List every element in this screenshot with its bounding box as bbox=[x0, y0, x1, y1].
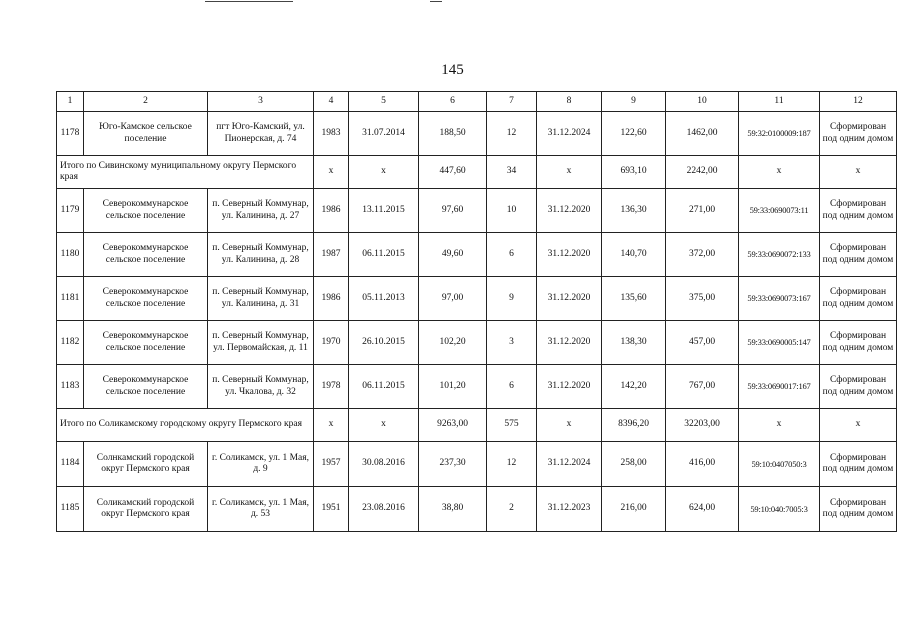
resident-count: 3 bbox=[487, 321, 537, 365]
column-header: 2 bbox=[84, 92, 208, 112]
row-number: 1180 bbox=[57, 233, 84, 277]
build-year: 1983 bbox=[314, 112, 349, 156]
housing-registry-table bbox=[56, 91, 897, 532]
row-number: 1178 bbox=[57, 112, 84, 156]
municipality-name: Северокоммунарское сельское поселение bbox=[84, 321, 208, 365]
column-header: 8 bbox=[537, 92, 602, 112]
total-date: х bbox=[349, 156, 419, 189]
land-area: 271,00 bbox=[666, 189, 739, 233]
column-header: 4 bbox=[314, 92, 349, 112]
land-area: 1462,00 bbox=[666, 112, 739, 156]
row-number: 1182 bbox=[57, 321, 84, 365]
municipality-name: Соликамский городской округ Пермского края bbox=[84, 487, 208, 532]
total-resettlement-date: х bbox=[537, 156, 602, 189]
column-header: 3 bbox=[208, 92, 314, 112]
column-header: 1 bbox=[57, 92, 84, 112]
address: г. Соликамск, ул. 1 Мая, д. 53 bbox=[208, 487, 314, 532]
resettlement-date: 31.12.2020 bbox=[537, 277, 602, 321]
table-row bbox=[57, 487, 897, 532]
recognition-date: 23.08.2016 bbox=[349, 487, 419, 532]
table-row bbox=[57, 321, 897, 365]
address: п. Северный Коммунар, ул. Чкалова, д. 32 bbox=[208, 365, 314, 409]
resident-count: 9 bbox=[487, 277, 537, 321]
recognition-date: 06.11.2015 bbox=[349, 365, 419, 409]
table-row bbox=[57, 442, 897, 487]
total-area: 138,30 bbox=[602, 321, 666, 365]
cadastral-number: 59:33:0690073:11 bbox=[739, 189, 820, 233]
address: пгт Юго-Камский, ул. Пионерская, д. 74 bbox=[208, 112, 314, 156]
emergency-area: 188,50 bbox=[419, 112, 487, 156]
recognition-date: 26.10.2015 bbox=[349, 321, 419, 365]
address: п. Северный Коммунар, ул. Калинина, д. 31 bbox=[208, 277, 314, 321]
table-row bbox=[57, 365, 897, 409]
total-area: 140,70 bbox=[602, 233, 666, 277]
total-cadastral: х bbox=[739, 156, 820, 189]
municipality-name: Северокоммунарское сельское поселение bbox=[84, 189, 208, 233]
build-year: 1957 bbox=[314, 442, 349, 487]
column-header: 10 bbox=[666, 92, 739, 112]
table-row bbox=[57, 277, 897, 321]
resettlement-date: 31.12.2020 bbox=[537, 365, 602, 409]
land-area: 375,00 bbox=[666, 277, 739, 321]
land-area: 416,00 bbox=[666, 442, 739, 487]
total-area: 216,00 bbox=[602, 487, 666, 532]
resettlement-date: 31.12.2020 bbox=[537, 233, 602, 277]
row-number: 1184 bbox=[57, 442, 84, 487]
land-area: 372,00 bbox=[666, 233, 739, 277]
total-area: 136,30 bbox=[602, 189, 666, 233]
build-year: 1970 bbox=[314, 321, 349, 365]
cadastral-number: 59:10:040:7005:3 bbox=[739, 487, 820, 532]
recognition-date: 30.08.2016 bbox=[349, 442, 419, 487]
total-status: х bbox=[820, 156, 897, 189]
total-year: х bbox=[314, 409, 349, 442]
cadastral-number: 59:33:0690072:133 bbox=[739, 233, 820, 277]
column-header: 6 bbox=[419, 92, 487, 112]
total-date: х bbox=[349, 409, 419, 442]
table-row bbox=[57, 189, 897, 233]
emergency-area: 101,20 bbox=[419, 365, 487, 409]
resettlement-date: 31.12.2024 bbox=[537, 112, 602, 156]
build-year: 1978 bbox=[314, 365, 349, 409]
land-status: Сформирован под одним домом bbox=[820, 365, 897, 409]
land-status: Сформирован под одним домом bbox=[820, 112, 897, 156]
resettlement-date: 31.12.2020 bbox=[537, 321, 602, 365]
total-area: 142,20 bbox=[602, 365, 666, 409]
cadastral-number: 59:10:0407050:3 bbox=[739, 442, 820, 487]
address: п. Северный Коммунар, ул. Калинина, д. 27 bbox=[208, 189, 314, 233]
recognition-date: 06.11.2015 bbox=[349, 233, 419, 277]
table-row bbox=[57, 112, 897, 156]
scan-artifact-line bbox=[205, 1, 293, 2]
cadastral-number: 59:33:0690017:167 bbox=[739, 365, 820, 409]
total-area: 258,00 bbox=[602, 442, 666, 487]
resettlement-date: 31.12.2024 bbox=[537, 442, 602, 487]
recognition-date: 13.11.2015 bbox=[349, 189, 419, 233]
resident-count: 6 bbox=[487, 365, 537, 409]
municipality-name: Северокоммунарское сельское поселение bbox=[84, 277, 208, 321]
land-status: Сформирован под одним домом bbox=[820, 233, 897, 277]
emergency-area: 97,60 bbox=[419, 189, 487, 233]
row-number: 1179 bbox=[57, 189, 84, 233]
cadastral-number: 59:33:0690005:147 bbox=[739, 321, 820, 365]
resident-count: 12 bbox=[487, 442, 537, 487]
column-header: 12 bbox=[820, 92, 897, 112]
total-status: х bbox=[820, 409, 897, 442]
municipality-name: Юго-Камское сельское поселение bbox=[84, 112, 208, 156]
page-number: 145 bbox=[441, 62, 464, 78]
address: п. Северный Коммунар, ул. Первомайская, д. 11 bbox=[208, 321, 314, 365]
emergency-area: 97,00 bbox=[419, 277, 487, 321]
municipality-name: Северокоммунарское сельское поселение bbox=[84, 233, 208, 277]
address: г. Соликамск, ул. 1 Мая, д. 9 bbox=[208, 442, 314, 487]
recognition-date: 31.07.2014 bbox=[349, 112, 419, 156]
emergency-area: 49,60 bbox=[419, 233, 487, 277]
land-area: 767,00 bbox=[666, 365, 739, 409]
total-emergency-area: 447,60 bbox=[419, 156, 487, 189]
resettlement-date: 31.12.2020 bbox=[537, 189, 602, 233]
total-cadastral: х bbox=[739, 409, 820, 442]
total-land-area: 32203,00 bbox=[666, 409, 739, 442]
cadastral-number: 59:33:0690073:167 bbox=[739, 277, 820, 321]
column-header: 5 bbox=[349, 92, 419, 112]
total-year: х bbox=[314, 156, 349, 189]
subtotal-row bbox=[57, 156, 897, 189]
total-emergency-area: 9263,00 bbox=[419, 409, 487, 442]
land-status: Сформирован под одним домом bbox=[820, 277, 897, 321]
resident-count: 6 bbox=[487, 233, 537, 277]
emergency-area: 237,30 bbox=[419, 442, 487, 487]
land-status: Сформирован под одним домом bbox=[820, 189, 897, 233]
resident-count: 10 bbox=[487, 189, 537, 233]
resident-count: 12 bbox=[487, 112, 537, 156]
build-year: 1987 bbox=[314, 233, 349, 277]
municipality-name: Солнкамский городской округ Пермского края bbox=[84, 442, 208, 487]
emergency-area: 102,20 bbox=[419, 321, 487, 365]
row-number: 1181 bbox=[57, 277, 84, 321]
column-header: 7 bbox=[487, 92, 537, 112]
total-area: 693,10 bbox=[602, 156, 666, 189]
build-year: 1951 bbox=[314, 487, 349, 532]
emergency-area: 38,80 bbox=[419, 487, 487, 532]
resettlement-date: 31.12.2023 bbox=[537, 487, 602, 532]
table-body bbox=[57, 92, 897, 532]
subtotal-label: Итого по Соликамскому городскому округу Пермского края bbox=[57, 409, 314, 442]
total-area: 8396,20 bbox=[602, 409, 666, 442]
column-header: 11 bbox=[739, 92, 820, 112]
municipality-name: Северокоммунарское сельское поселение bbox=[84, 365, 208, 409]
column-number-header-row bbox=[57, 92, 897, 112]
build-year: 1986 bbox=[314, 277, 349, 321]
land-area: 457,00 bbox=[666, 321, 739, 365]
resident-count: 2 bbox=[487, 487, 537, 532]
address: п. Северный Коммунар, ул. Калинина, д. 28 bbox=[208, 233, 314, 277]
total-resettlement-date: х bbox=[537, 409, 602, 442]
column-header: 9 bbox=[602, 92, 666, 112]
recognition-date: 05.11.2013 bbox=[349, 277, 419, 321]
scan-artifact-line bbox=[430, 1, 442, 2]
land-area: 624,00 bbox=[666, 487, 739, 532]
total-area: 122,60 bbox=[602, 112, 666, 156]
land-status: Сформирован под одним домом bbox=[820, 321, 897, 365]
row-number: 1185 bbox=[57, 487, 84, 532]
subtotal-row bbox=[57, 409, 897, 442]
cadastral-number: 59:32:0100009:187 bbox=[739, 112, 820, 156]
land-status: Сформирован под одним домом bbox=[820, 487, 897, 532]
total-residents: 34 bbox=[487, 156, 537, 189]
total-area: 135,60 bbox=[602, 277, 666, 321]
total-land-area: 2242,00 bbox=[666, 156, 739, 189]
total-residents: 575 bbox=[487, 409, 537, 442]
subtotal-label: Итого по Сивинскому муниципальному округу Пермского края bbox=[57, 156, 314, 189]
land-status: Сформирован под одним домом bbox=[820, 442, 897, 487]
build-year: 1986 bbox=[314, 189, 349, 233]
row-number: 1183 bbox=[57, 365, 84, 409]
table-row bbox=[57, 233, 897, 277]
